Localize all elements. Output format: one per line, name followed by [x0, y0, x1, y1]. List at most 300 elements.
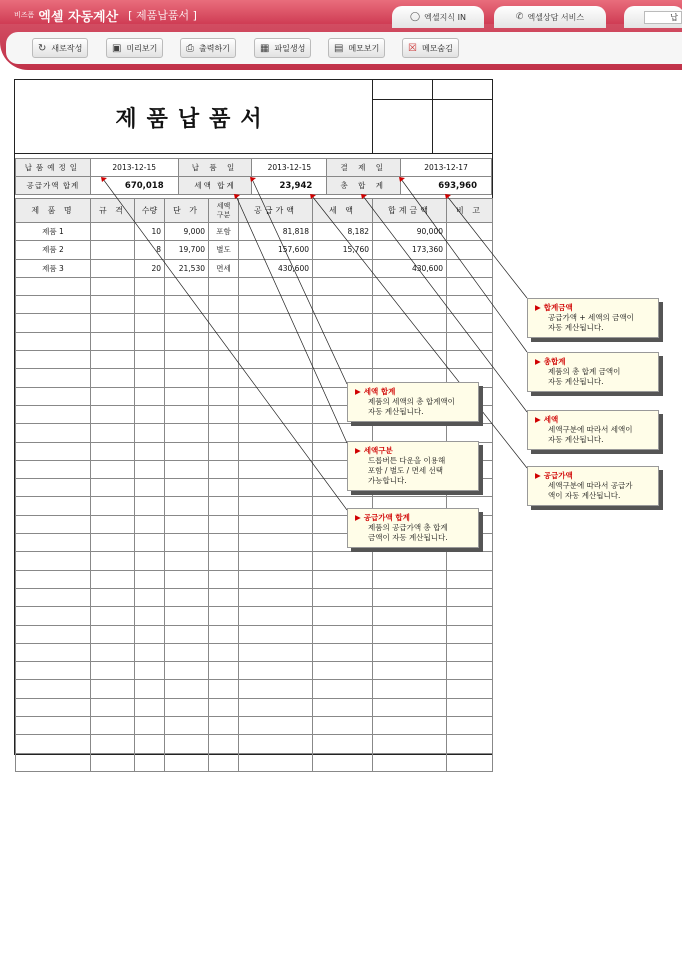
product-name-cell[interactable] [16, 405, 91, 423]
tax-total-label: 세액 합계 [178, 177, 252, 195]
supply-cell [239, 497, 313, 515]
qty-cell[interactable] [135, 753, 165, 771]
total-cell [373, 643, 447, 661]
spec-cell[interactable] [91, 515, 135, 533]
button-label: 미리보기 [126, 43, 158, 53]
supply-total-label: 공급가액 합계 [16, 177, 91, 195]
price-cell[interactable] [165, 405, 209, 423]
total-cell [373, 662, 447, 680]
product-name-cell[interactable] [16, 588, 91, 606]
table-row [16, 424, 493, 442]
memo-body-line: 공급가액 + 세액의 금액이 [548, 313, 634, 322]
memo-body-line: 금액이 자동 계산됩니다. [368, 533, 448, 542]
taxtype-cell[interactable] [209, 387, 239, 405]
spec-cell[interactable] [91, 314, 135, 332]
tab-label: 납 [644, 11, 682, 24]
price-cell[interactable] [165, 515, 209, 533]
triangle-right-icon: ▶ [355, 513, 361, 522]
price-cell[interactable] [165, 369, 209, 387]
header-banner [0, 0, 682, 70]
product-name-cell[interactable]: 제품 3 [16, 259, 91, 277]
tax-cell [313, 424, 373, 442]
qty-cell[interactable] [135, 296, 165, 314]
taxtype-cell[interactable] [209, 314, 239, 332]
total-cell [373, 680, 447, 698]
table-row [16, 735, 493, 753]
note-cell[interactable] [447, 241, 493, 259]
supply-cell [239, 753, 313, 771]
grand-total-label: 총 합 계 [327, 177, 401, 195]
product-name-cell[interactable] [16, 296, 91, 314]
tax-total-value: 23,942 [252, 177, 327, 195]
qty-cell[interactable]: 8 [135, 241, 165, 259]
qty-cell[interactable] [135, 662, 165, 680]
taxtype-cell[interactable] [209, 662, 239, 680]
supply-cell: 81,818 [239, 223, 313, 241]
table-row [16, 277, 493, 295]
total-cell [373, 296, 447, 314]
spec-cell[interactable] [91, 698, 135, 716]
product-name-cell[interactable] [16, 552, 91, 570]
supply-cell [239, 405, 313, 423]
supply-cell [239, 515, 313, 533]
product-name-cell[interactable] [16, 479, 91, 497]
product-name-cell[interactable] [16, 643, 91, 661]
tax-cell [313, 277, 373, 295]
supply-cell [239, 698, 313, 716]
tax-cell: 8,182 [313, 223, 373, 241]
tax-cell [313, 588, 373, 606]
spec-cell[interactable] [91, 351, 135, 369]
show-memo-button[interactable] [328, 38, 385, 58]
qty-cell[interactable] [135, 351, 165, 369]
tax-cell: 15,760 [313, 241, 373, 259]
table-row [16, 753, 493, 771]
table-row [16, 588, 493, 606]
tax-cell [313, 680, 373, 698]
table-row [16, 314, 493, 332]
qty-cell[interactable] [135, 405, 165, 423]
price-cell[interactable] [165, 680, 209, 698]
spec-cell[interactable] [91, 405, 135, 423]
qty-cell[interactable] [135, 479, 165, 497]
brand-main-label: 엑셀 자동계산 [38, 9, 119, 25]
qty-cell[interactable] [135, 552, 165, 570]
spec-cell[interactable] [91, 643, 135, 661]
supply-cell [239, 717, 313, 735]
delivery-date-value[interactable]: 2013-12-15 [252, 159, 327, 177]
taxtype-cell[interactable] [209, 296, 239, 314]
qty-cell[interactable] [135, 534, 165, 552]
supply-cell [239, 332, 313, 350]
supply-cell [239, 296, 313, 314]
print-button[interactable] [180, 38, 236, 58]
product-name-cell[interactable] [16, 534, 91, 552]
product-name-cell[interactable] [16, 314, 91, 332]
supply-cell: 430,600 [239, 259, 313, 277]
note-cell[interactable] [447, 717, 493, 735]
table-row [16, 643, 493, 661]
qty-cell[interactable]: 10 [135, 223, 165, 241]
tax-cell [313, 625, 373, 643]
price-cell[interactable] [165, 607, 209, 625]
qty-cell[interactable] [135, 698, 165, 716]
price-cell[interactable] [165, 460, 209, 478]
planned-delivery-label: 납품예정일 [16, 159, 91, 177]
close-memo-icon: ☒ [408, 42, 417, 54]
product-name-cell[interactable] [16, 570, 91, 588]
product-name-cell[interactable] [16, 607, 91, 625]
product-name-cell[interactable] [16, 515, 91, 533]
product-name-cell[interactable] [16, 735, 91, 753]
planned-delivery-value[interactable]: 2013-12-15 [90, 159, 178, 177]
note-cell[interactable] [447, 424, 493, 442]
note-cell[interactable] [447, 296, 493, 314]
info-table [15, 158, 492, 195]
triangle-right-icon: ▶ [535, 471, 541, 480]
qty-cell[interactable] [135, 424, 165, 442]
taxtype-cell[interactable] [209, 588, 239, 606]
qty-cell[interactable] [135, 717, 165, 735]
taxtype-cell[interactable] [209, 625, 239, 643]
note-cell[interactable] [447, 223, 493, 241]
memo-total-amount [527, 298, 659, 338]
table-row [16, 625, 493, 643]
spec-cell[interactable] [91, 717, 135, 735]
taxtype-cell[interactable]: 면세 [209, 259, 239, 277]
spec-cell[interactable] [91, 588, 135, 606]
supply-cell [239, 460, 313, 478]
button-label: 파일생성 [274, 43, 306, 53]
printer-icon: ⎙ [186, 42, 194, 54]
product-name-cell[interactable]: 제품 2 [16, 241, 91, 259]
price-cell[interactable] [165, 662, 209, 680]
price-cell[interactable] [165, 698, 209, 716]
memo-supply-amount [527, 466, 659, 506]
table-row [16, 717, 493, 735]
tab-excel-consulting[interactable] [494, 6, 606, 28]
triangle-right-icon: ▶ [535, 415, 541, 424]
memo-tax-total [347, 382, 479, 422]
qty-cell[interactable] [135, 497, 165, 515]
spec-cell[interactable] [91, 479, 135, 497]
create-file-button[interactable] [254, 38, 311, 58]
note-cell[interactable] [447, 607, 493, 625]
product-name-cell[interactable] [16, 717, 91, 735]
taxtype-cell[interactable] [209, 680, 239, 698]
column-header-qty: 수량 [135, 199, 165, 223]
price-cell[interactable] [165, 296, 209, 314]
price-cell[interactable] [165, 479, 209, 497]
taxtype-cell[interactable] [209, 607, 239, 625]
memo-body-line: 액이 자동 계산됩니다. [548, 491, 621, 500]
memo-title: 공급가액 합계 [363, 513, 410, 522]
spec-cell[interactable] [91, 332, 135, 350]
taxtype-cell[interactable] [209, 552, 239, 570]
taxtype-cell[interactable] [209, 405, 239, 423]
payment-date-value[interactable]: 2013-12-17 [401, 159, 492, 177]
taxtype-cell[interactable] [209, 479, 239, 497]
taxtype-cell[interactable] [209, 698, 239, 716]
price-cell[interactable] [165, 442, 209, 460]
product-name-cell[interactable] [16, 497, 91, 515]
spec-cell[interactable] [91, 570, 135, 588]
supply-cell [239, 570, 313, 588]
spec-cell[interactable] [91, 387, 135, 405]
tab-partial[interactable] [624, 6, 682, 28]
title-row [15, 80, 492, 154]
taxtype-cell[interactable] [209, 369, 239, 387]
tax-cell [313, 259, 373, 277]
qty-cell[interactable] [135, 515, 165, 533]
taxtype-cell[interactable] [209, 570, 239, 588]
qty-cell[interactable] [135, 588, 165, 606]
product-name-cell[interactable] [16, 387, 91, 405]
table-row [16, 223, 493, 241]
note-cell[interactable] [447, 277, 493, 295]
new-document-button[interactable] [32, 38, 88, 58]
supply-cell [239, 442, 313, 460]
taxtype-cell[interactable]: 포함 [209, 223, 239, 241]
lightbulb-icon: ◯ [410, 12, 421, 22]
tax-cell [313, 662, 373, 680]
price-cell[interactable]: 21,530 [165, 259, 209, 277]
taxtype-cell[interactable] [209, 717, 239, 735]
refresh-icon: ↻ [38, 42, 47, 54]
taxtype-cell[interactable] [209, 534, 239, 552]
total-cell [373, 588, 447, 606]
memo-body-line: 자동 계산됩니다. [548, 323, 604, 332]
price-cell[interactable] [165, 314, 209, 332]
supply-cell [239, 479, 313, 497]
taxtype-cell[interactable] [209, 442, 239, 460]
price-cell[interactable] [165, 753, 209, 771]
price-cell[interactable]: 9,000 [165, 223, 209, 241]
qty-cell[interactable] [135, 607, 165, 625]
supply-cell [239, 552, 313, 570]
tax-cell [313, 570, 373, 588]
note-cell[interactable] [447, 314, 493, 332]
supply-cell [239, 387, 313, 405]
note-cell[interactable] [447, 588, 493, 606]
folder-icon: ▦ [260, 42, 270, 54]
spec-cell[interactable] [91, 625, 135, 643]
tax-cell [313, 332, 373, 350]
price-cell[interactable] [165, 497, 209, 515]
qty-cell[interactable] [135, 643, 165, 661]
triangle-right-icon: ▶ [355, 446, 361, 455]
supply-cell [239, 369, 313, 387]
taxtype-cell[interactable] [209, 332, 239, 350]
table-row [16, 552, 493, 570]
spec-cell[interactable] [91, 277, 135, 295]
total-cell [373, 717, 447, 735]
total-cell [373, 277, 447, 295]
price-cell[interactable] [165, 534, 209, 552]
product-name-cell[interactable] [16, 424, 91, 442]
qty-cell[interactable] [135, 570, 165, 588]
tax-cell [313, 351, 373, 369]
phone-icon: ✆ [515, 12, 524, 22]
note-cell[interactable] [447, 570, 493, 588]
payment-date-label: 결 제 일 [327, 159, 401, 177]
spec-cell[interactable] [91, 753, 135, 771]
price-cell[interactable] [165, 625, 209, 643]
note-cell[interactable] [447, 625, 493, 643]
product-name-cell[interactable] [16, 625, 91, 643]
price-cell[interactable] [165, 351, 209, 369]
qty-cell[interactable] [135, 680, 165, 698]
button-label: 새로작성 [51, 43, 83, 53]
qty-cell[interactable] [135, 314, 165, 332]
qty-cell[interactable] [135, 735, 165, 753]
price-cell[interactable] [165, 643, 209, 661]
spec-cell[interactable] [91, 497, 135, 515]
total-cell: 430,600 [373, 259, 447, 277]
note-cell[interactable] [447, 643, 493, 661]
taxtype-cell[interactable] [209, 643, 239, 661]
total-cell [373, 351, 447, 369]
memo-body-line: 세액구분에 따라서 세액이 [548, 425, 633, 434]
spec-cell[interactable] [91, 607, 135, 625]
column-header-total: 합계금액 [373, 199, 447, 223]
product-name-cell[interactable] [16, 332, 91, 350]
product-name-cell[interactable] [16, 662, 91, 680]
memo-body-line: 자동 계산됩니다. [548, 377, 604, 386]
spec-cell[interactable] [91, 680, 135, 698]
approval-box [372, 80, 432, 154]
total-cell [373, 332, 447, 350]
supply-cell [239, 735, 313, 753]
taxtype-cell[interactable] [209, 497, 239, 515]
price-cell[interactable] [165, 387, 209, 405]
product-name-cell[interactable] [16, 442, 91, 460]
memo-body-line: 포함 / 별도 / 면세 선택 [368, 466, 443, 475]
qty-cell[interactable] [135, 277, 165, 295]
note-cell[interactable] [447, 662, 493, 680]
spec-cell[interactable] [91, 223, 135, 241]
supply-cell: 157,600 [239, 241, 313, 259]
tab-excel-knowledge[interactable] [392, 6, 484, 28]
items-header-row [16, 199, 493, 223]
total-cell [373, 625, 447, 643]
memo-title: 세액 [543, 415, 559, 424]
price-cell[interactable] [165, 570, 209, 588]
total-cell [373, 314, 447, 332]
product-name-cell[interactable] [16, 698, 91, 716]
table-row [16, 662, 493, 680]
taxtype-cell[interactable] [209, 515, 239, 533]
supply-cell [239, 534, 313, 552]
qty-cell[interactable] [135, 625, 165, 643]
qty-cell[interactable] [135, 387, 165, 405]
tax-cell [313, 607, 373, 625]
taxtype-cell[interactable] [209, 277, 239, 295]
product-name-cell[interactable] [16, 753, 91, 771]
supply-cell [239, 424, 313, 442]
note-cell[interactable] [447, 753, 493, 771]
price-cell[interactable] [165, 277, 209, 295]
taxtype-cell[interactable] [209, 735, 239, 753]
qty-cell[interactable] [135, 442, 165, 460]
column-header-spec: 규 격 [91, 199, 135, 223]
note-cell[interactable] [447, 351, 493, 369]
taxtype-cell[interactable] [209, 424, 239, 442]
column-header-tax: 세 액 [313, 199, 373, 223]
note-cell[interactable] [447, 259, 493, 277]
product-name-cell[interactable] [16, 277, 91, 295]
note-cell[interactable] [447, 552, 493, 570]
price-cell[interactable] [165, 588, 209, 606]
grand-total-value: 693,960 [401, 177, 492, 195]
supply-cell [239, 607, 313, 625]
column-header-supply: 공급가액 [239, 199, 313, 223]
triangle-right-icon: ▶ [355, 387, 361, 396]
memo-icon: ▤ [334, 42, 344, 54]
taxtype-cell[interactable] [209, 753, 239, 771]
toolbar [6, 32, 682, 64]
spec-cell[interactable] [91, 241, 135, 259]
qty-cell[interactable] [135, 332, 165, 350]
qty-cell[interactable] [135, 369, 165, 387]
product-name-cell[interactable] [16, 680, 91, 698]
note-cell[interactable] [447, 698, 493, 716]
hide-memo-button[interactable] [402, 38, 459, 58]
spec-cell[interactable] [91, 735, 135, 753]
qty-cell[interactable]: 20 [135, 259, 165, 277]
taxtype-cell[interactable]: 별도 [209, 241, 239, 259]
price-cell[interactable] [165, 735, 209, 753]
price-cell[interactable] [165, 552, 209, 570]
spec-cell[interactable] [91, 460, 135, 478]
product-name-cell[interactable]: 제품 1 [16, 223, 91, 241]
table-row [16, 296, 493, 314]
memo-body-line: 제품의 세액의 총 합계액이 [368, 397, 455, 406]
spec-cell[interactable] [91, 662, 135, 680]
taxtype-cell[interactable] [209, 351, 239, 369]
button-label: 메모보기 [348, 43, 380, 53]
preview-button[interactable] [106, 38, 163, 58]
spec-cell[interactable] [91, 442, 135, 460]
spec-cell[interactable] [91, 259, 135, 277]
price-cell[interactable] [165, 717, 209, 735]
tax-cell [313, 698, 373, 716]
product-name-cell[interactable] [16, 460, 91, 478]
spec-cell[interactable] [91, 296, 135, 314]
delivery-date-label: 납 품 일 [178, 159, 252, 177]
note-cell[interactable] [447, 680, 493, 698]
spec-cell[interactable] [91, 369, 135, 387]
product-name-cell[interactable] [16, 369, 91, 387]
memo-body-line: 제품의 공급가액 총 합계 [368, 523, 448, 532]
note-cell[interactable] [447, 735, 493, 753]
memo-tax [527, 410, 659, 450]
product-name-cell[interactable] [16, 351, 91, 369]
price-cell[interactable] [165, 332, 209, 350]
spec-cell[interactable] [91, 552, 135, 570]
price-cell[interactable] [165, 424, 209, 442]
qty-cell[interactable] [135, 460, 165, 478]
spec-cell[interactable] [91, 534, 135, 552]
taxtype-cell[interactable] [209, 460, 239, 478]
app-title [14, 4, 197, 26]
table-row [16, 570, 493, 588]
spec-cell[interactable] [91, 424, 135, 442]
price-cell[interactable]: 19,700 [165, 241, 209, 259]
note-cell[interactable] [447, 332, 493, 350]
triangle-right-icon: ▶ [535, 357, 541, 366]
memo-title: 세액 합계 [363, 387, 396, 396]
